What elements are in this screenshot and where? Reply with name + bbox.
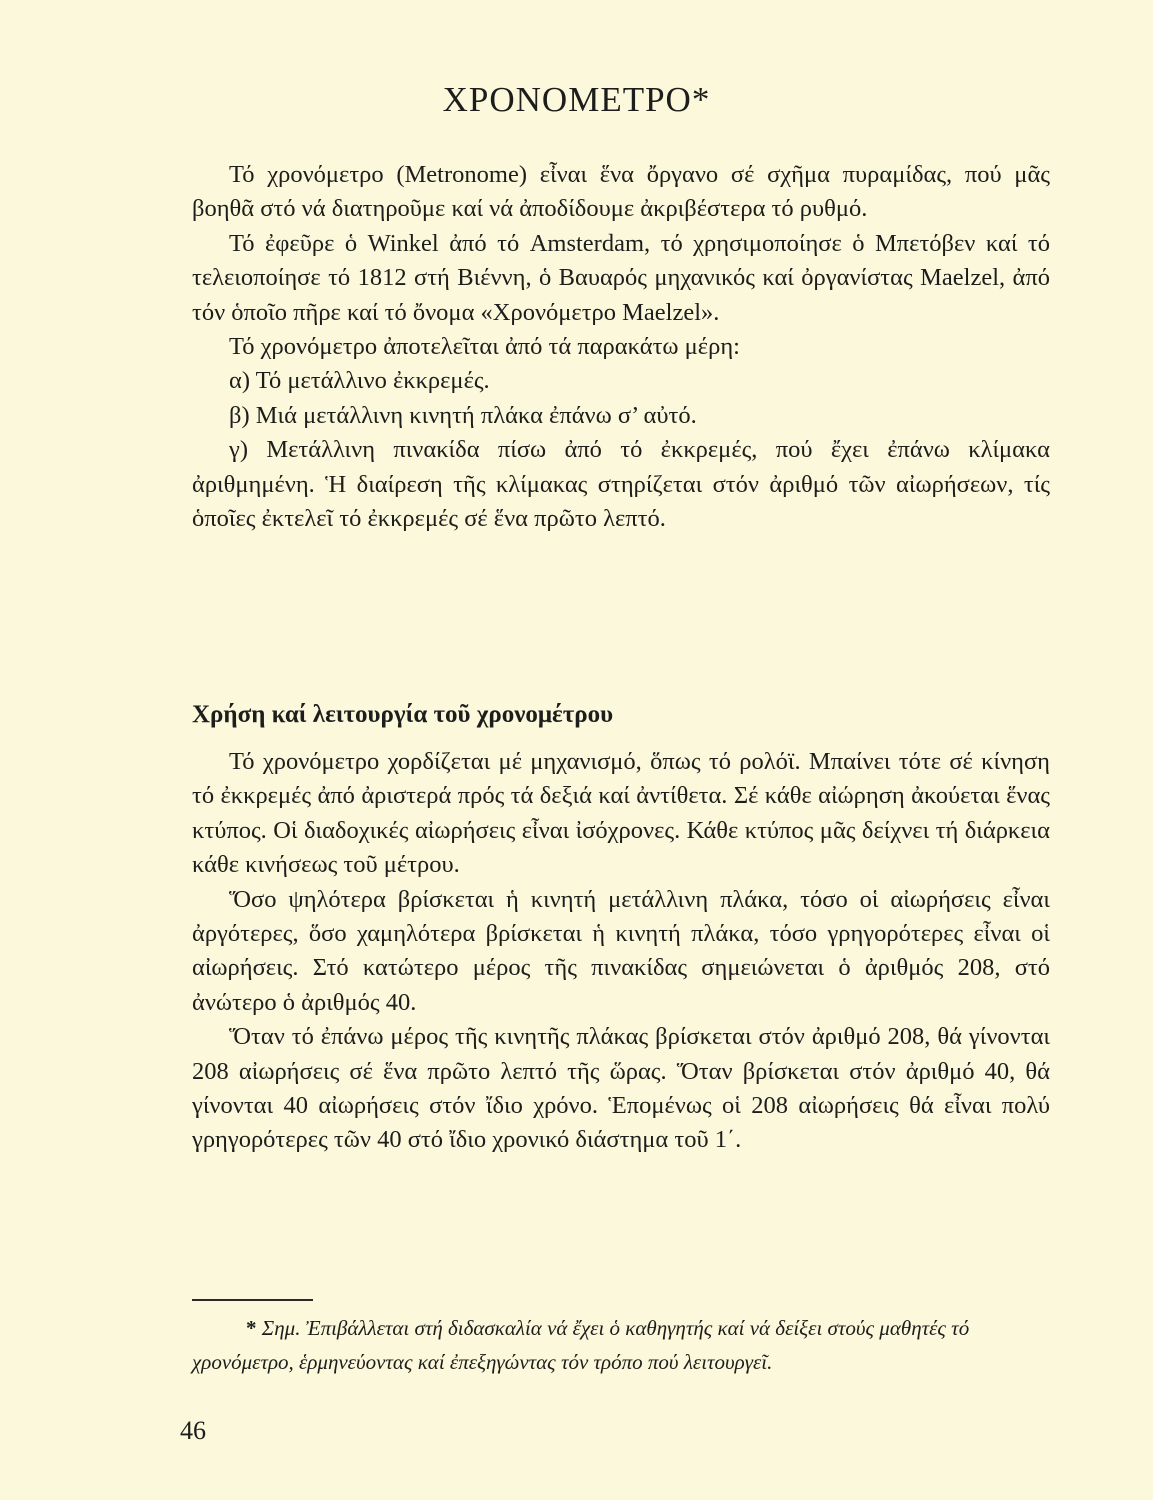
list-item-b: β) Μιά μετάλλινη κινητή πλάκα ἐπάνω σ’ αὐτό. xyxy=(229,401,697,429)
footnote-text: Σημ. Ἐπιβάλλεται στή διδασκαλία νά ἔχει ὁ καθηγητής καί νά δείξει στούς μαθητές τό χρονόμετρο, ἑρμηνεύοντας καί ἐπεξηγώντας τόν τρόπο πού λειτουργεῖ. xyxy=(192,1316,970,1374)
paragraph-plate-position: Ὅσο ψηλότερα βρίσκεται ἡ κινητή μετάλλινη πλάκα, τόσο οἱ αἰωρήσεις εἶναι ἀργότερες, ὅσο χαμηλότερα βρίσκεται ἡ κινητή πλάκα, τόσο γρηγορότερες εἶναι οἱ αἰωρήσεις. Στό κατώτερο μέρος τῆς πινακίδας σημειώνεται ὁ ἀριθμός 208, στό ἀνώτερο ὁ ἀριθμός 40. xyxy=(192,885,1050,1016)
paragraph-oscillations: Ὅταν τό ἐπάνω μέρος τῆς κινητῆς πλάκας βρίσκεται στόν ἀριθμό 208, θά γίνονται 208 αἰωρήσεις σέ ἕνα πρῶτο λεπτό τῆς ὥρας. Ὅταν βρίσκεται στόν ἀριθμό 40, θά γίνονται 40 αἰωρήσεις στόν ἴδιο χρόνο. Ἑπομένως οἱ 208 αἰωρήσεις θά εἶναι πολύ γρηγορότερες τῶν 40 στό ἴδιο χρονικό διάστημα τοῦ 1΄. xyxy=(192,1023,1050,1154)
usage-section xyxy=(192,745,1050,1158)
list-item-a: α) Τό μετάλλινο ἐκκρεμές. xyxy=(229,367,490,395)
paragraph-parts-intro: Τό χρονόμετρο ἀποτελεῖται ἀπό τά παρακάτω μέρη: xyxy=(229,333,740,361)
footnote-divider xyxy=(192,1299,313,1301)
footnote xyxy=(192,1311,1050,1379)
paragraph-definition: Τό χρονόμετρο (Metronome) εἶναι ἕνα ὄργανο σέ σχῆμα πυραμίδας, πού μᾶς βοηθᾶ στό νά διατηροῦμε καί νά ἀποδίδουμε ἀκριβέστερα τό ρυθμό. xyxy=(192,161,1050,223)
section-heading: Χρήση καί λειτουργία τοῦ χρονομέτρου xyxy=(192,701,614,728)
paragraph-winding: Τό χρονόμετρο χορδίζεται μέ μηχανισμό, ὅπως τό ρολόϊ. Μπαίνει τότε σέ κίνηση τό ἐκκρεμές ἀπό ἀριστερά πρός τά δεξιά καί ἀντίθετα. Σέ κάθε αἰώρηση ἀκούεται ἕνας κτύπος. Οἱ διαδοχικές αἰωρήσεις εἶναι ἰσόχρονες. Κάθε κτύπος μᾶς δείχνει τή διάρκεια κάθε κινήσεως τοῦ μέτρου. xyxy=(192,748,1050,879)
list-item-c: γ) Μετάλλινη πινακίδα πίσω ἀπό τό ἐκκρεμές, πού ἔχει ἐπάνω κλίμακα ἀριθμημένη. Ἡ διαίρεση τῆς κλίμακας στηρίζεται στόν ἀριθμό τῶν αἰωρήσεων, τίς ὁποῖες ἐκτελεῖ τό ἐκκρεμές σέ ἕνα πρῶτο λεπτό. xyxy=(192,436,1050,533)
intro-section xyxy=(192,158,1050,536)
page-title: ΧΡΟΝΟΜΕΤΡΟ* xyxy=(442,80,711,119)
page-number: 46 xyxy=(180,1416,206,1445)
paragraph-history: Τό ἐφεῦρε ὁ Winkel ἀπό τό Amsterdam, τό χρησιμοποίησε ὁ Μπετόβεν καί τό τελειοποίησε τό 1812 στή Βιέννη, ὁ Βαυαρός μηχανικός καί ὀργανίστας Maelzel, ἀπό τόν ὁποῖο πῆρε καί τό ὄνομα «Χρονόμετρο Maelzel». xyxy=(192,229,1050,326)
footnote-marker: * xyxy=(246,1316,257,1340)
